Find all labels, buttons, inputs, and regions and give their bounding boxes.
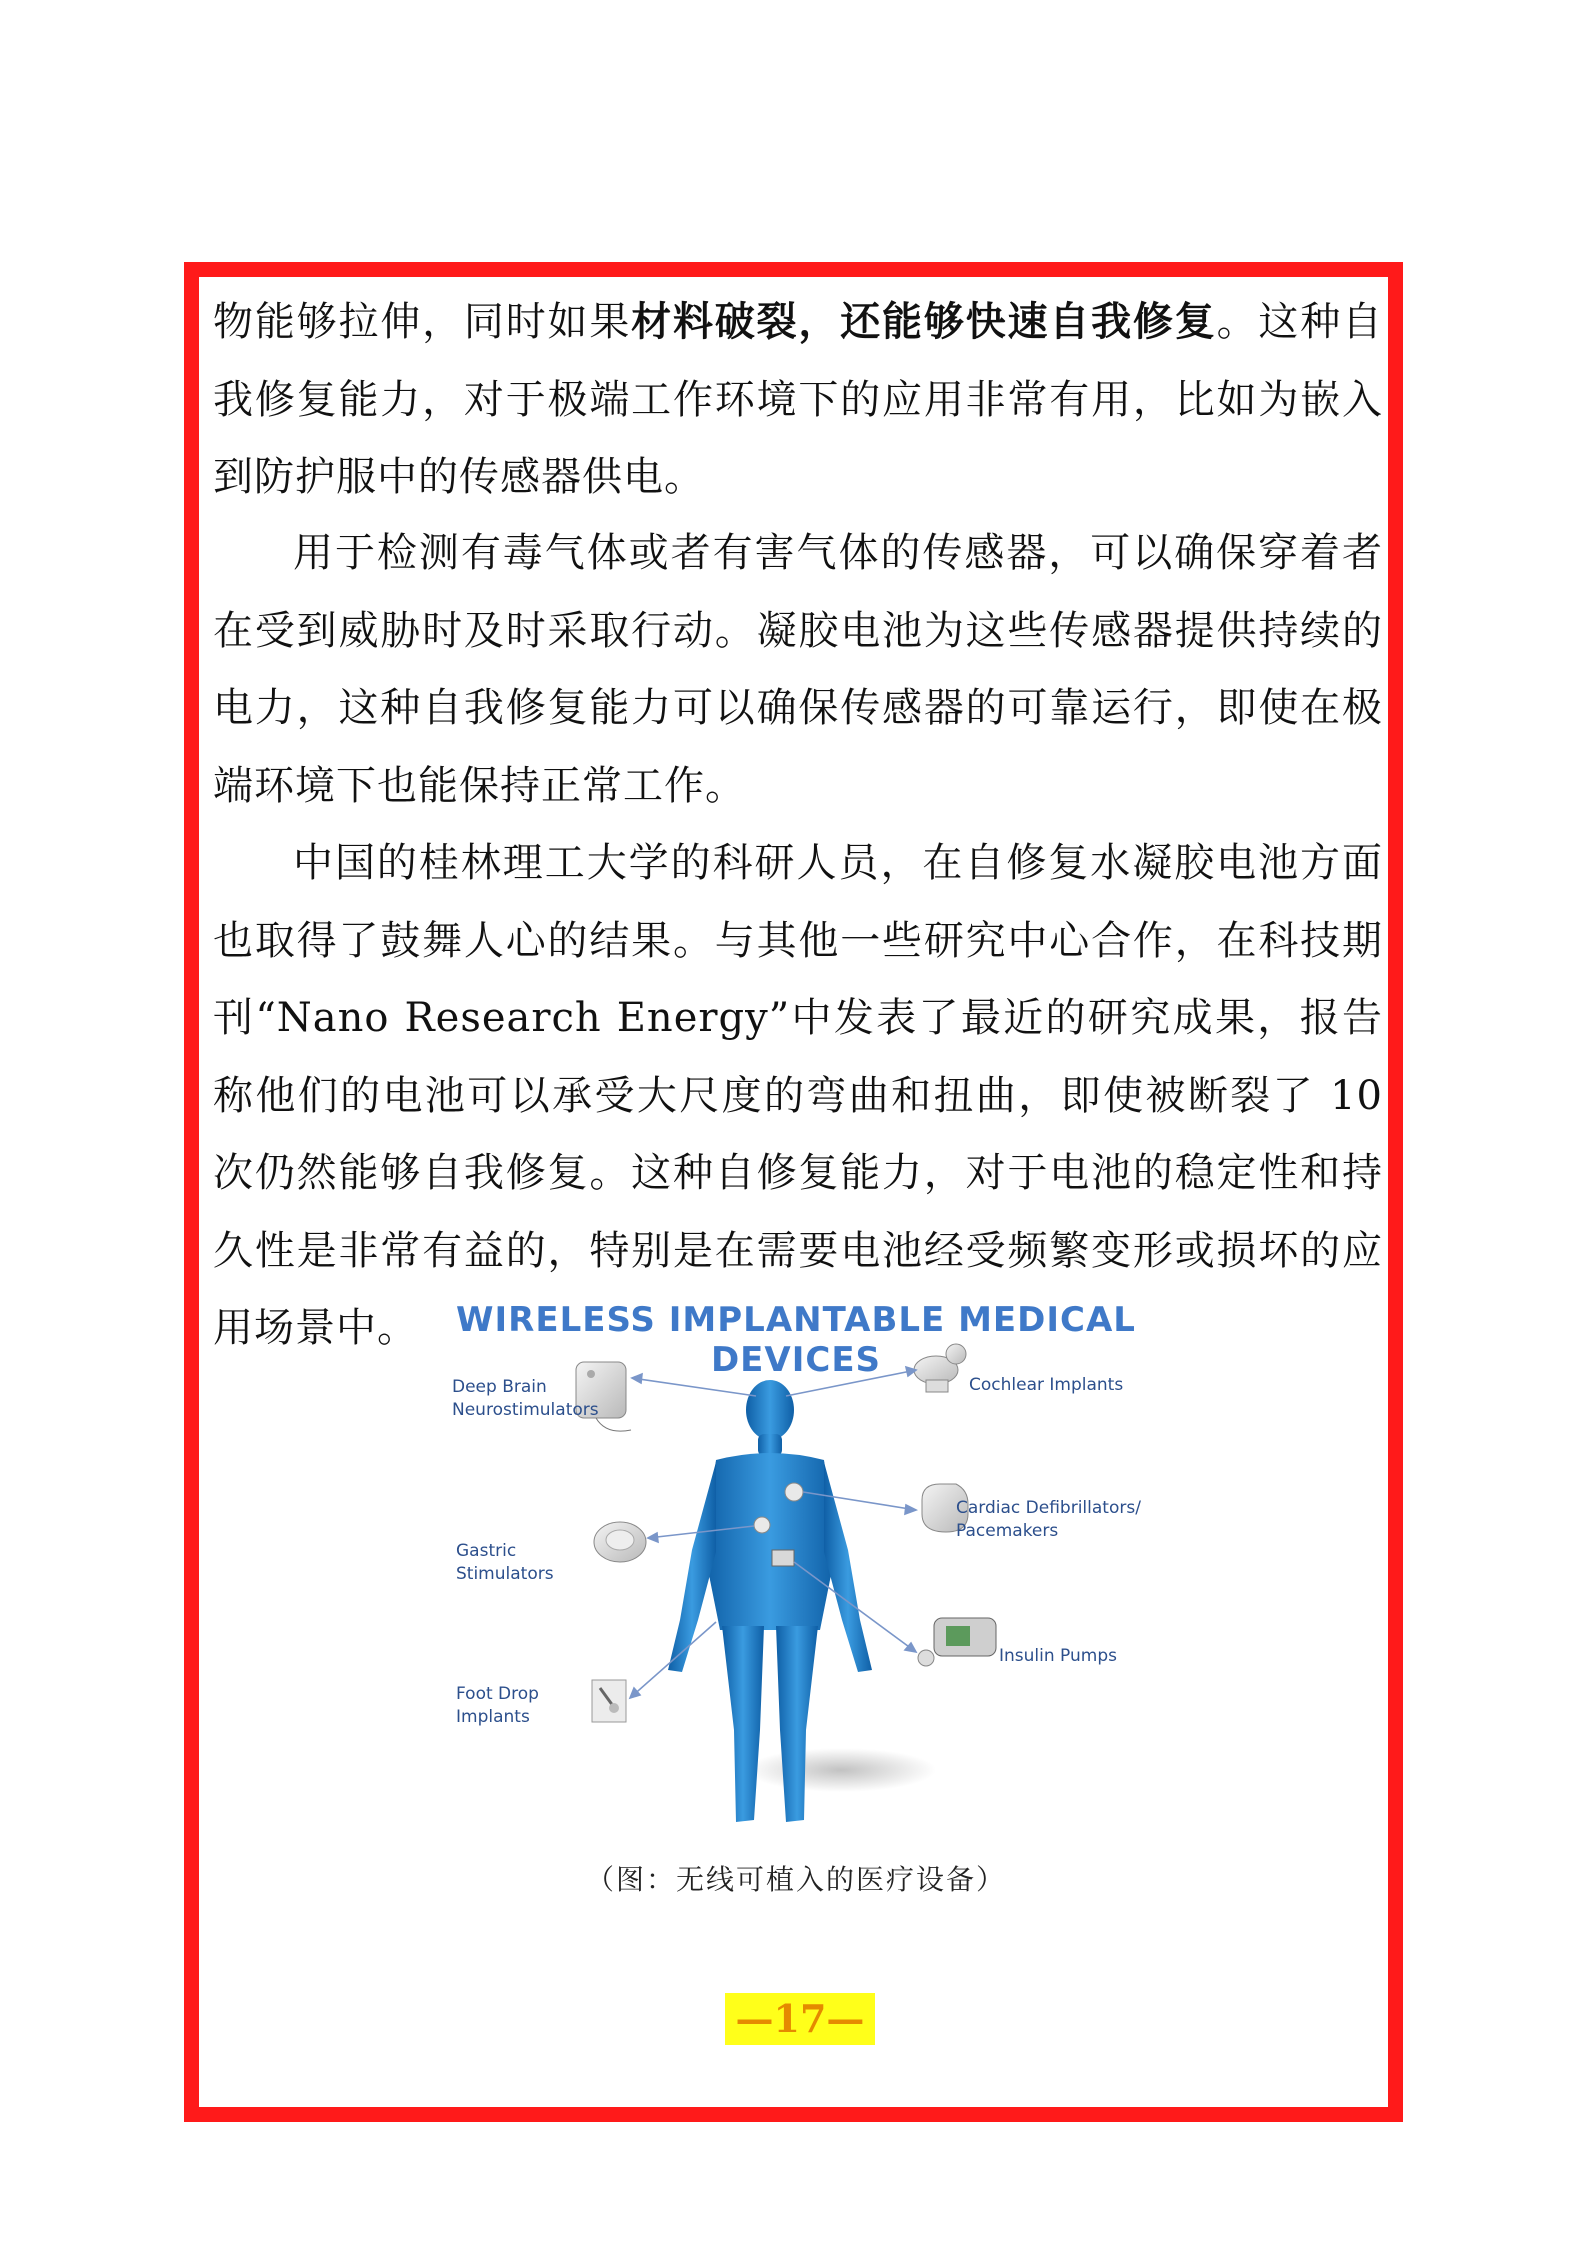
paragraph-1-bold: 材料破裂，还能够快速自我修复 xyxy=(631,298,1217,345)
abdomen-device-marker xyxy=(772,1550,794,1566)
medical-devices-figure xyxy=(416,1300,1176,1860)
paragraph-3: 中国的桂林理工大学的科研人员，在自修复水凝胶电池方面也取得了鼓舞人心的结果。与其他一些研究中心合作，在科技期刊“Nano Research Energy”中发表了最近的研究成果，报告称他们的电池可以承受大尺度的弯曲和扭曲，即使被断裂了 10 次仍然能够自我修复。这种自修复能力，对于电池的稳定性和持久性是非常有益的，特别是在需要电池经受频繁变形或损坏的应用场景中。 xyxy=(213,840,1383,1351)
figure-caption: （图：无线可植入的医疗设备） xyxy=(585,1863,1006,1896)
paragraph-2: 用于检测有毒气体或者有害气体的传感器，可以确保穿着者在受到威胁时及时采取行动。凝胶电池为这些传感器提供持续的电力，这种自我修复能力可以确保传感器的可靠运行，即使在极端环境下也能保持正常工作。 xyxy=(213,530,1383,809)
paragraph-1 xyxy=(213,283,1383,517)
label-gastric: Gastric Stimulators xyxy=(456,1541,554,1584)
label-cardiac: Cardiac Defibrillators/ Pacemakers xyxy=(956,1498,1141,1541)
paragraph-1-start: 物能够拉伸，同时如果 xyxy=(213,299,632,345)
page-number: —17— xyxy=(725,1993,875,2045)
label-foot-drop: Foot Drop Implants xyxy=(456,1684,539,1727)
figure-title: WIRELESS IMPLANTABLE MEDICAL DEVICES xyxy=(456,1300,1136,1380)
label-insulin: Insulin Pumps xyxy=(999,1646,1117,1666)
label-deep-brain: Deep Brain Neurostimulators xyxy=(452,1377,599,1420)
paragraph-1-end: 。这种自我修复能力，对于极端工作环境下的应用非常有用，比如为嵌入到防护服中的传感器供电。 xyxy=(213,299,1384,500)
cochlear-device-icon xyxy=(914,1344,966,1392)
gastric-implant-marker xyxy=(754,1517,770,1533)
foot-drop-device-icon xyxy=(592,1680,626,1722)
insulin-pump-icon xyxy=(918,1618,996,1666)
label-cochlear: Cochlear Implants xyxy=(969,1375,1124,1395)
body-shadow xyxy=(746,1748,936,1792)
gastric-device-icon xyxy=(594,1522,646,1562)
cardiac-implant-marker xyxy=(785,1483,803,1501)
